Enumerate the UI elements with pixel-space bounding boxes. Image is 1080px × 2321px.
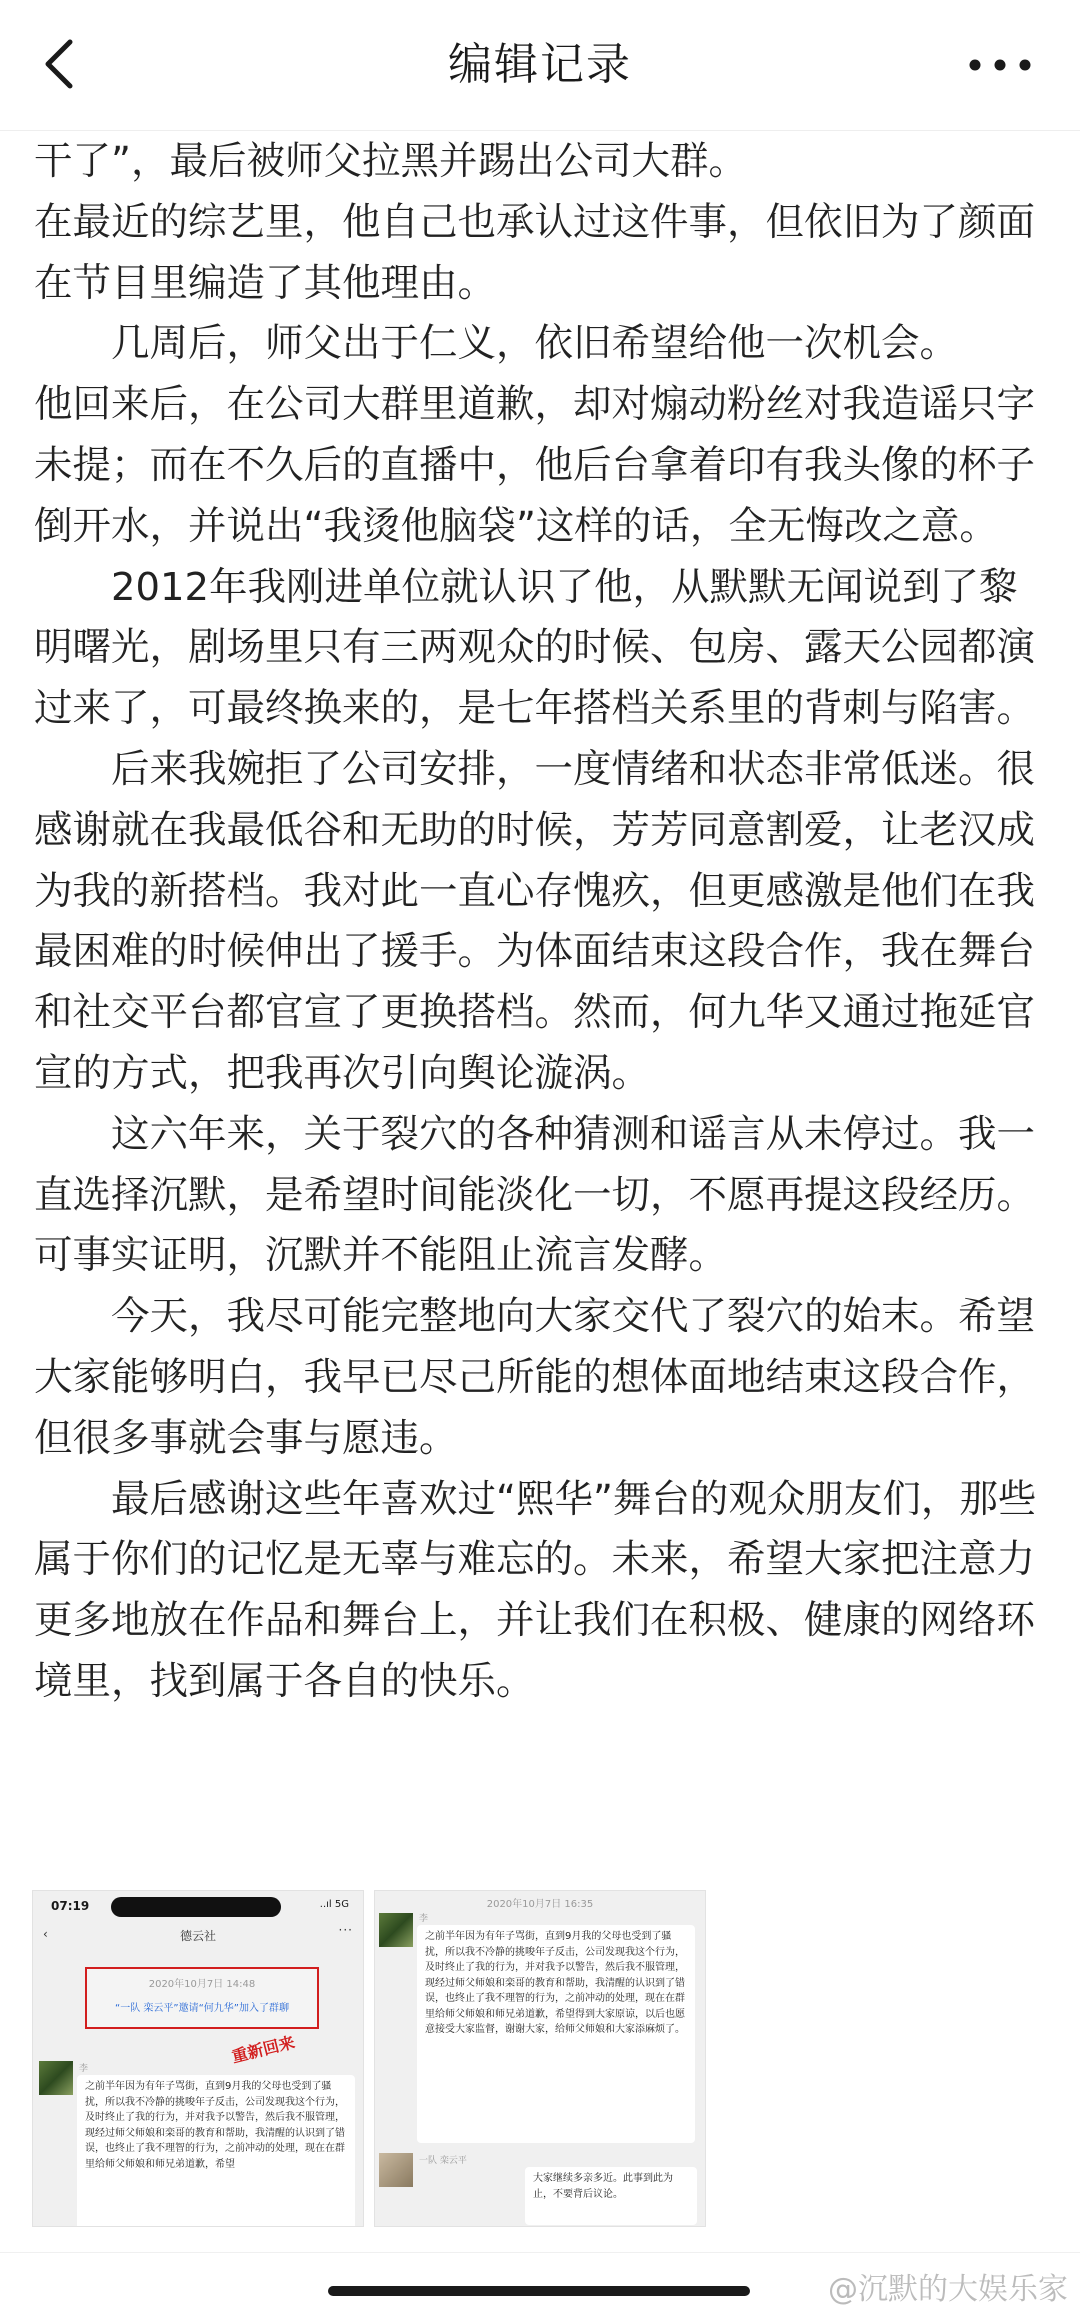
avatar [379, 2153, 413, 2187]
red-annotation: 重新回来 [229, 2032, 297, 2067]
home-indicator[interactable] [328, 2286, 750, 2296]
more-button[interactable] [950, 40, 1050, 90]
system-message: “一队 栾云平”邀请“何九华”加入了群聊 [115, 2003, 289, 2014]
article-body [34, 132, 1054, 1713]
article-paragraph: 干了”，最后被师父拉黑并踢出公司大群。 [34, 139, 747, 184]
highlight-box [85, 1967, 319, 2029]
article-paragraph: 最后感谢这些年喜欢过“熙华”舞台的观众朋友们，那些属于你们的记忆是无辜与难忘的。未来，希望大家把注意力更多地放在作品和舞台上，并让我们在积极、健康的网络环境里，找到属于各自的快乐。 [34, 1476, 1037, 1704]
menu-dots: ··· [338, 1923, 353, 1937]
article-paragraph: 今天，我尽可能完整地向大家交代了裂穴的始末。希望大家能够明白，我早已尽己所能的想体面地结束这段合作，但很多事就会事与愿违。 [34, 1294, 1036, 1461]
chevron-left-icon: ‹ [43, 1927, 48, 1941]
chat-screenshot-2[interactable] [374, 1890, 706, 2227]
watermark: @沉默的大娱乐家 [828, 2272, 1068, 2307]
avatar [39, 2061, 73, 2095]
status-time: 07:19 [51, 1899, 90, 1913]
status-signal: ..ıl 5G [319, 1899, 349, 1910]
sender-name: 李 [419, 1914, 429, 1924]
sender-name: 一队 栾云平 [419, 2156, 467, 2166]
attached-images [32, 1890, 1052, 2230]
page-title: 编辑记录 [448, 39, 632, 90]
redaction-bar [111, 1897, 281, 1917]
message-bubble: 之前半年因为有年子骂街，直到9月我的父母也受到了骚扰，所以我不冷静的挑唆年子反击，公司发现我这个行为，及时终止了我的行为，并对我予以警告，然后我不服管理，现经过师父师娘和栾哥的教育和帮助，我清醒的认识到了错误，也终止了我不理智的行为，之前冲动的处理，现在在群里给师父师娘和师兄弟道歉，希望得到大家原谅，以后也愿意接受大家监督，谢谢大家，给师父师娘和大家添麻烦了。 [417, 1925, 695, 2143]
article-paragraph: 在最近的综艺里，他自己也承认过这件事，但依旧为了颜面在节目里编造了其他理由。 [34, 199, 1036, 306]
system-time: 2020年10月7日 14:48 [148, 1979, 256, 1990]
article-paragraph: 后来我婉拒了公司安排，一度情绪和状态非常低迷。很感谢就在我最低谷和无助的时候，芳芳同意割爱，让老汉成为我的新搭档。我对此一直心存愧疚，但更感激是他们在我最困难的时候伸出了援手。为体面结束这段合作，我在舞台和社交平台都官宣了更换搭档。然而，何九华又通过拖延官宣的方式，把我再次引向舆论漩涡。 [34, 746, 1036, 1096]
message-bubble: 之前半年因为有年子骂街，直到9月我的父母也受到了骚扰，所以我不冷静的挑唆年子反击，公司发现我这个行为，及时终止了我的行为，并对我予以警告，然后我不服管理，现经过师父师娘和栾哥的教育和帮助，我清醒的认识到了错误，也终止了我不理智的行为，之前冲动的处理，现在在群里给师父师娘和师兄弟道歉，希望 [77, 2075, 355, 2227]
article-paragraph: 这六年来，关于裂穴的各种猜测和谣言从未停过。我一直选择沉默，是希望时间能淡化一切，不愿再提这段经历。可事实证明，沉默并不能阻止流言发酵。 [34, 1111, 1036, 1279]
group-name: 德云社 [179, 1929, 216, 1943]
article-paragraph: 他回来后，在公司大群里道歉，却对煽动粉丝对我造谣只字未提；而在不久后的直播中，他后台拿着印有我头像的杯子倒开水，并说出“我烫他脑袋”这样的话，全无悔改之意。 [34, 382, 1036, 549]
chat-screenshot-1[interactable] [32, 1890, 364, 2227]
phone-status-bar [33, 1891, 363, 1923]
sender-name: 李 [79, 2064, 89, 2074]
system-time: 2020年10月7日 16:35 [486, 1899, 594, 1910]
message-bubble: 大家继续多亲多近。此事到此为止，不要背后议论。 [525, 2167, 697, 2225]
divider [0, 2252, 1080, 2253]
chat-header [33, 1923, 363, 1951]
ellipsis-icon [965, 55, 1035, 75]
avatar [379, 1913, 413, 1947]
article-paragraph: 几周后，师父出于仁义，依旧希望给他一次机会。 [111, 321, 959, 367]
article-paragraph: 2012年我刚进单位就认识了他，从默默无闻说到了黎明曙光，剧场里只有三两观众的时候、包房、露天公园都演过来了，可最终换来的，是七年搭档关系里的背刺与陷害。 [34, 564, 1036, 732]
nav-bar [0, 0, 1080, 131]
